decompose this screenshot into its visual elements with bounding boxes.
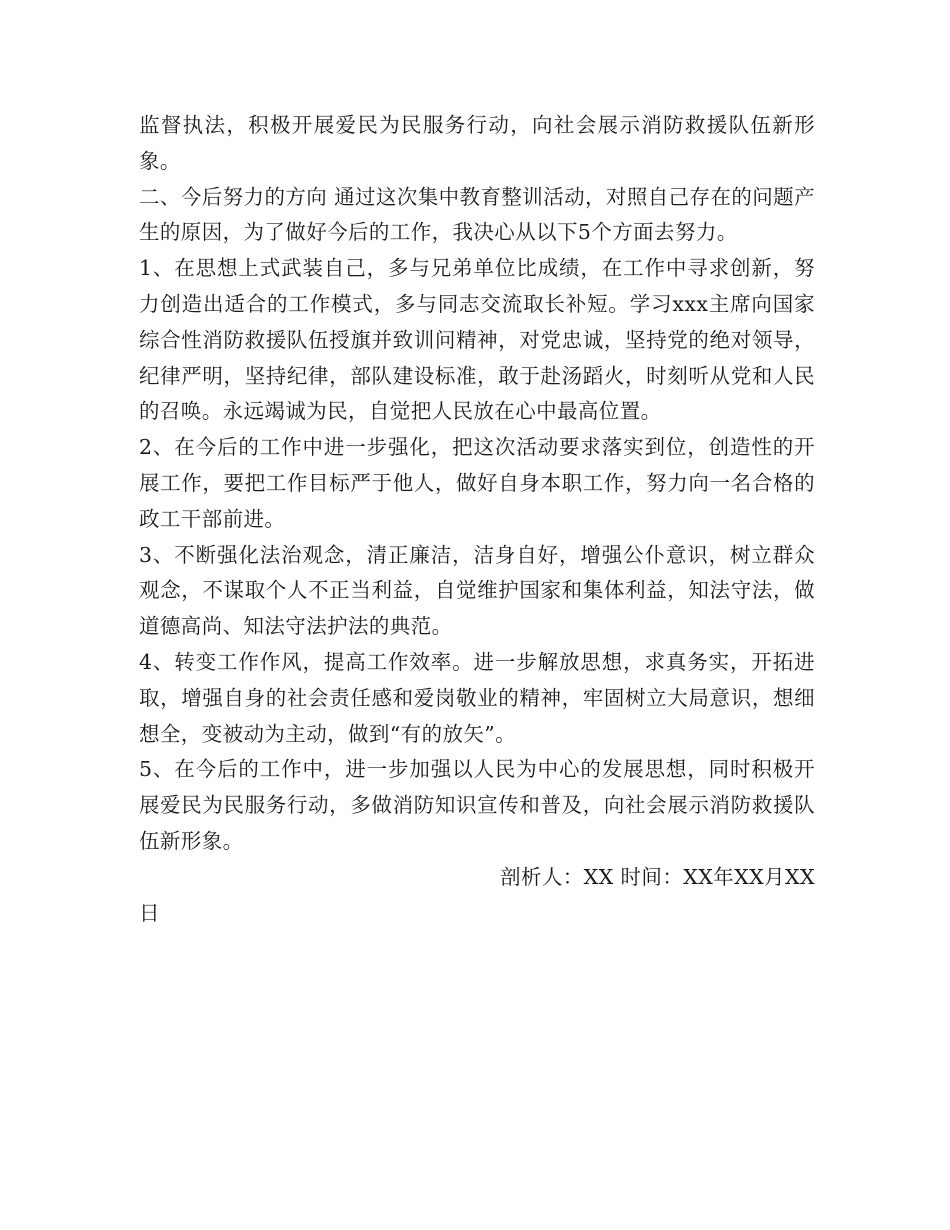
paragraph-continuation: 监督执法，积极开展爱民为民服务行动，向社会展示消防救援队伍新形象。	[139, 113, 815, 173]
paragraph-item-1: 1、在思想上式武装自己，多与兄弟单位比成绩，在工作中寻求创新，努力创造出适合的工作模式，多与同志交流取长补短。学习xxx主席向国家综合性消防救援队伍授旗并致训问精神，对党忠诚，坚持党的绝对领导，纪律严明，坚持纪律，部队建设标准，敢于赴汤蹈火，时刻听从党和人民的召唤。永远竭诚为民，自觉把人民放在心中最高位置。	[139, 256, 815, 424]
paragraph-item-5: 5、在今后的工作中，进一步加强以人民为中心的发展思想，同时积极开展爱民为民服务行动，多做消防知识宣传和普及，向社会展示消防救援队伍新形象。	[139, 757, 815, 853]
signature-line: 剖析人：XX 时间：XX年XX月XX	[500, 864, 815, 889]
signature-tail: 日	[139, 900, 160, 925]
paragraph-item-3: 3、不断强化法治观念，清正廉洁，洁身自好，增强公仆意识，树立群众观念，不谋取个人不正当利益，自觉维护国家和集体利益，知法守法，做道德高尚、知法守法护法的典范。	[139, 542, 815, 639]
paragraph-item-4: 4、转变工作作风，提高工作效率。进一步解放思想，求真务实，开拓进取，增强自身的社会责任感和爱岗敬业的精神，牢固树立大局意识，想细想全，变被动为主动，做到“有的放矢”。	[139, 649, 815, 746]
paragraph-item-2: 2、在今后的工作中进一步强化，把这次活动要求落实到位，创造性的开展工作，要把工作目标严于他人，做好自身本职工作，努力向一名合格的政工干部前进。	[139, 435, 815, 531]
paragraph-section-two-heading: 二、今后努力的方向 通过这次集中教育整训活动，对照自己存在的问题产生的原因，为了做好今后的工作，我决心从以下5个方面去努力。	[139, 184, 815, 245]
document-body	[139, 108, 815, 931]
